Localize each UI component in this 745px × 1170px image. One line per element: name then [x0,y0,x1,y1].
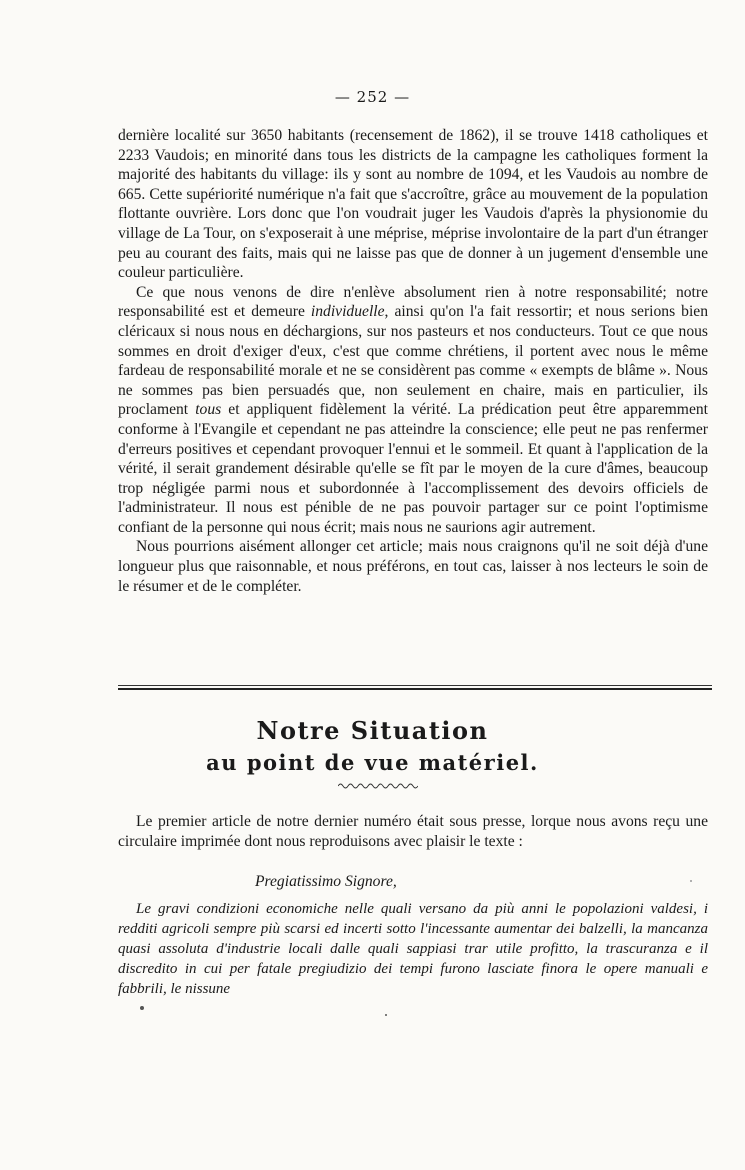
intro-paragraph: dernière localité sur 3650 habitants (recensement de 1862), il se trouve 1418 catholiques et 2233 Vaudois; en minorité dans tous les districts de la campagne les catholiques forment la majorité des habitants du village: ils y sont au nombre de 1094, et les Vaudois au nombre de 665. Cette supériorité numérique n'a fait que s'accroître, grâce au mouvement de la population flottante ouvrière. Lors donc que l'on voudrait juger les Vaudois d'après la physionomie du village de La Tour, on s'exposerait à une méprise, méprise involontaire de la part d'un étranger peu au courant des faits, mais qui ne laisse pas que de donner à un jugement d'ensemble une couleur particulière. [118,127,708,282]
article-title-line-1: Notre Situation [256,716,489,745]
letter-salutation: Pregiatissimo Signore, [255,873,397,890]
print-speck [690,880,692,882]
section-divider [118,685,712,690]
third-paragraph: Nous pourrions aisément allonger cet article; mais nous craignons qu'il ne soit déjà d'une longueur plus que raisonnable, et nous préférons, en tout cas, laisser à nos lecteurs le soin de le résumer et de le compléter. [118,538,708,595]
second-paragraph [118,283,708,538]
decorative-wave-ornament [338,782,418,790]
thin-rule [118,685,712,686]
emphasis-individuelle: individuelle [310,303,385,321]
print-speck [385,1014,387,1016]
second-paragraph-part-1: Ce que nous venons de dire n'enlève absolument rien à notre responsabilité; notre responsabilité est et demeure [118,283,708,321]
quoted-text: Le gravi condizioni economiche nelle quali versano da più anni le popolazioni valdesi, i redditi agricoli sempre più scarsi ed incerti sotto l'incessante aumentar dei balzelli, la mancanza quasi assoluta d'industrie locali dalle quali sappiasi trar utile profitto, la trascuranza e il discredito in cui per fatale pregiudizio dei tempi furono lasciate finora le opere manuali e fabbrili, le nissune [118,901,708,997]
page-number: — 252 — [334,88,411,106]
quoted-circular [118,899,708,999]
new-article-paragraph: Le premier article de notre dernier numéro était sous presse, lorque nous avons reçu une circulaire imprimée dont nous reproduisons avec plaisir le texte : [118,813,708,850]
second-paragraph-part-3: et appliquent fidèlement la vérité. La prédication peut être apparemment conforme à l'Evangile et cependant ne pas atteindre la conscience; elle peut ne pas renfermer d'erreurs positives et cependant provoquer l'ennui et le sommeil. Et quant à l'application de la vérité, il serait grandement désirable qu'elle se fît par le moyen de la cure d'âmes, beaucoup trop négligée parmi nous et subordonnée à l'accomplissement des devoirs officiels de l'administrateur. Il nous est pénible de ne pas pouvoir partager sur ce point l'optimisme confiant de la personne qui nous écrit; mais nous ne saurions agir autrement. [118,401,708,536]
emphasis-tous: tous [195,401,222,419]
article-continuation [118,126,708,596]
new-article-intro [118,812,708,851]
article-title-line-2: au point de vue matériel. [206,750,539,775]
print-speck [140,1006,144,1010]
second-paragraph-part-2: , ainsi qu'on l'a fait ressortir; et nous serions bien cléricaux si nous nous en déchargions, sur nos pasteurs et nos conducteurs. Tout ce que nous sommes en droit d'exiger d'eux, c'est que comme chrétiens, il portent avec nous le même fardeau de responsabilité morale et ne se considèrent pas comme « exempts de blâme ». Nous ne sommes pas bien persuadés que, non seulement en chaire, mais en particulier, ils proclament [118,303,708,419]
thick-rule [118,688,712,690]
